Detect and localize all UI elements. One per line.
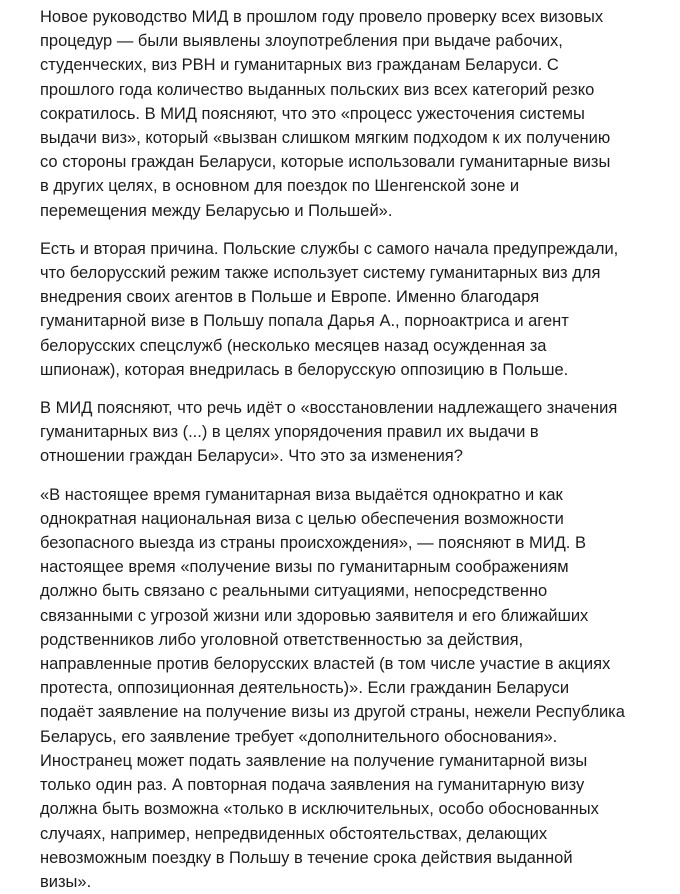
paragraph-humanitarian-visa-rules: «В настоящее время гуманитарная виза выдаётся однократно и как однократная национальная виза с целью обеспечения возможности безопасного выезда из страны происхождения», — поясняют в МИД. В настоящее время «получение визы по гуманитарным соображениям должно быть связано с реальными ситуациями, непосредственно связанными с угрозой жизни или здоровью заявителя и его ближайших родственников либо уголовной ответственностью за действия, направленные против белорусских властей (в том числе участие в акциях протеста, оппозиционная деятельность)». Если гражданин Беларуси подаёт заявление на получение визы из другой страны, нежели Республика Беларусь, его заявление требует «дополнительного обоснования». Иностранец может подать заявление на получение гуманитарной визы только один раз. А повторная подача заявления на гуманитарную визу должна быть возможна «только в исключительных, особо обоснованных случаях, например, непредвиденных обстоятельствах, делающих невозможным поездку в Польшу в течение срока действия выданной визы». — [40, 485, 625, 891]
paragraph-mfa-explanation: В МИД поясняют, что речь идёт о «восстановлении надлежащего значения гуманитарных виз (...) в целях упорядочения правил их выдачи в отношении граждан Беларуси». Что это за изменения? — [40, 399, 618, 466]
paragraph-visa-audit: Новое руководство МИД в прошлом году провело проверку всех визовых процедур — были выявлены злоупотребления при выдаче рабочих, студенческих, виз РВН и гуманитарных виз гражданам Беларуси. С прошлого года количество выданных польских виз всех категорий резко сократилось. В МИД поясняют, что это «процесс ужесточения системы выдачи виз», который «вызван слишком мягким подходом к их получению со стороны граждан Беларуси, которые использовали гуманитарные визы в других целях, в основном для поездок по Шенгенской зоне и перемещения между Беларусью и Польшей». — [40, 8, 611, 220]
article-body — [0, 5, 680, 894]
paragraph-second-reason: Есть и вторая причина. Польские службы с самого начала предупреждали, что белорусский режим также использует систему гуманитарных виз для внедрения своих агентов в Польше и Европе. Именно благодаря гуманитарной визе в Польшу попала Дарья А., порноактриса и агент белорусских спецслужб (несколько месяцев назад осужденная за шпионаж), которая внедрилась в белорусскую оппозицию в Польше. — [40, 239, 619, 379]
